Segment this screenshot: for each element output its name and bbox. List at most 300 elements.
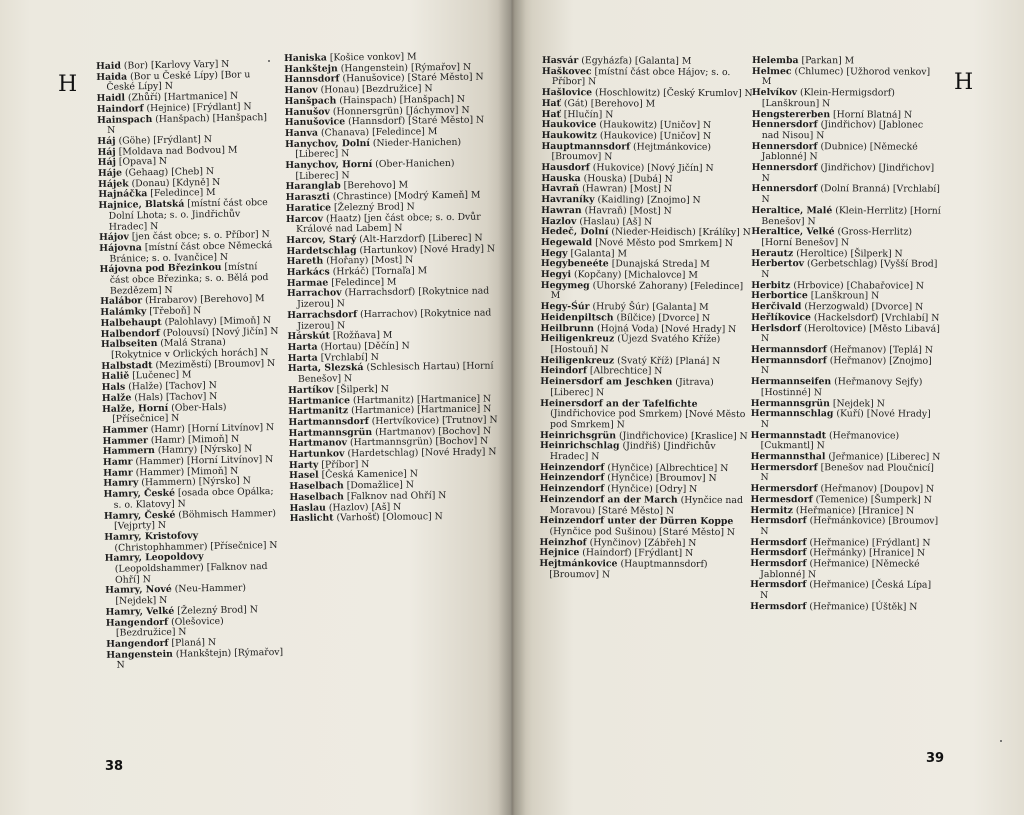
entry-details: (Egyházfa) [Galanta] M	[581, 55, 692, 67]
index-entry	[285, 158, 495, 182]
entry-headword: Hajnice, Blatská	[98, 198, 185, 212]
entry-headword: Hammer	[102, 434, 149, 447]
entry-details: (Heřmanovice) [Cukmantl] N	[760, 429, 900, 452]
entry-headword: Hermsdorf	[750, 558, 807, 570]
entry-details: (Heroltovice) [Město Libavá] N	[760, 322, 940, 345]
entry-headword: Havraň	[541, 183, 580, 195]
entry-headword: Hartíkov	[288, 384, 334, 396]
entry-headword: Herbertov	[751, 258, 805, 270]
entry-headword: Hauptmannsdorf	[541, 140, 631, 153]
entry-headword: Haškovec	[541, 65, 592, 77]
entry-details: (Bor u České Lípy) [Bor u České Lípy] N	[106, 69, 251, 94]
entry-details: (Hynčice) [Odry] N	[607, 483, 698, 495]
entry-headword: Háj	[97, 156, 117, 169]
index-entry	[105, 551, 284, 586]
entry-headword: Hájovna pod Březinkou	[99, 262, 222, 276]
entry-headword: Haidl	[96, 92, 126, 105]
index-entry	[750, 559, 940, 581]
entry-headword: Hermersdorf	[750, 483, 818, 495]
index-entry	[751, 259, 941, 281]
index-entry	[541, 281, 753, 304]
index-entry	[98, 198, 277, 233]
entry-headword: Heindorf	[540, 365, 587, 377]
entry-headword: Hennersdorf	[751, 119, 818, 131]
entry-headword: Hardetschlag	[286, 244, 357, 257]
entry-details: (Heřmanice) [Německé Jablonné] N	[760, 558, 920, 580]
section-letter: H	[58, 72, 78, 97]
entry-details: [osada obce Opálka; s. o. Klatovy] N	[113, 486, 274, 511]
entry-headword: Hartmannsdorf	[288, 415, 369, 428]
entry-headword: Helemba	[751, 55, 799, 67]
entry-headword: Heinersdorf an der Tafelfichte	[540, 397, 698, 410]
entry-details: (Schlesisch Hartau) [Horní Benešov] N	[297, 360, 494, 385]
entry-details: (Klein-Hermigsdorf) [Lanškroun] N	[761, 87, 895, 110]
entry-headword: Haslau	[289, 502, 326, 514]
entry-headword: Helmec	[751, 65, 792, 77]
entry-details: (Klein-Herrlitz) [Horní Benešov] N	[761, 205, 941, 227]
entry-headword: Haniska	[283, 52, 327, 64]
entry-details: (Hrkáč) [Tornaľa] M	[332, 265, 428, 278]
entry-details: (Dolní Branná) [Vrchlabí] N	[761, 183, 940, 206]
entry-headword: Hermannsdorf	[750, 343, 827, 356]
entry-headword: Hammer	[102, 424, 148, 436]
entry-headword: Hennersdorf	[751, 183, 818, 195]
entry-headword: Hainspach	[96, 113, 153, 126]
entry-details: (Neu-Hammer) [Nejdek] N	[115, 582, 247, 607]
entry-headword: Hermannstadt	[750, 429, 827, 441]
entry-column-2	[284, 51, 500, 524]
entry-details: (Hanušovice) [Staré Město] N	[342, 71, 484, 85]
entry-details: (Uhorské Zahorany) [Feledince] M	[550, 280, 744, 302]
entry-headword: Hamry, Velké	[105, 605, 175, 618]
entry-details: (Hořany) [Most] N	[326, 254, 414, 267]
entry-headword: Halbstadt	[101, 359, 153, 372]
page-number: 38	[105, 759, 124, 774]
entry-headword: Harta	[287, 341, 318, 353]
entry-headword: Hamry, Nové	[105, 584, 172, 597]
index-entry	[752, 120, 942, 142]
index-entry	[542, 67, 754, 90]
index-entry	[751, 409, 941, 431]
entry-details: [místní část obce Hájov; s. o. Příbor] N	[551, 65, 731, 88]
index-entry	[290, 512, 500, 525]
entry-details: (Hanšpach) [Hanšpach] N	[107, 111, 268, 137]
page-number: 39	[926, 751, 945, 766]
entry-headword: Haratice	[285, 202, 332, 214]
entry-headword: Hegy-Śúr	[540, 301, 590, 313]
entry-details: (Haukovice) [Uničov] N	[599, 130, 712, 142]
entry-headword: Hermsdorf	[750, 515, 807, 527]
entry-headword: Halže	[101, 392, 132, 404]
entry-headword: Hermannsthal	[750, 451, 826, 463]
entry-details: (Hannsdorf) [Staré Město] N	[348, 114, 485, 128]
index-entry	[752, 88, 942, 110]
entry-headword: Helvíkov	[751, 87, 798, 99]
entry-details: (Jindřichov) [Jindřichov] N	[761, 162, 935, 184]
entry-headword: Heinrichsgrün	[539, 429, 617, 442]
entry-details: (Haslau) [Aš] N	[579, 215, 653, 228]
entry-headword: Haindorf	[96, 102, 144, 115]
index-entry	[751, 184, 941, 206]
entry-headword: Haid	[95, 60, 122, 72]
entry-details: [Lanškroun] N	[810, 290, 880, 302]
entry-details: (Hamr) [Mimoň] N	[150, 433, 240, 446]
index-entry	[540, 334, 752, 357]
entry-headword: Heraltice, Malé	[751, 204, 833, 217]
entry-headword: Hennersdorf	[751, 140, 818, 152]
index-entry	[540, 377, 752, 400]
entry-headword: Hangendorf	[105, 616, 169, 629]
entry-headword: Hankštejn	[284, 63, 338, 75]
entry-headword: Heiligenkreuz	[540, 354, 615, 367]
entry-headword: Harcov	[285, 213, 324, 225]
entry-headword: Hazlov	[541, 215, 577, 227]
entry-headword: Hennersdorf	[751, 162, 818, 174]
entry-details: (Hynčice) [Albrechtice] N	[607, 462, 729, 474]
entry-headword: Haselbach	[289, 491, 344, 503]
entry-headword: Halbendorf	[100, 327, 160, 340]
index-entry	[750, 580, 940, 602]
entry-details: [Falknov nad Ohří] N	[346, 489, 447, 503]
entry-headword: Haukowitz	[541, 129, 597, 142]
entry-details: (Hynčinov) [Zábřeh] N	[589, 536, 697, 549]
entry-details: [místní část obce Březinka; s. o. Bělá pod Bezdězem] N	[109, 261, 269, 297]
entry-details: (Alt-Harzdorf) [Liberec] N	[359, 232, 483, 246]
entry-headword: Hájov	[98, 231, 129, 244]
entry-details: (Hangenstein) [Rýmařov] N	[340, 61, 472, 75]
entry-headword: Hammern	[102, 445, 155, 458]
entry-details: (Kuří) [Nové Hrady] N	[760, 408, 931, 430]
entry-headword: Hartunkov	[288, 448, 345, 460]
entry-details: (Harrachov) [Rokytnice nad Jizerou] N	[297, 307, 492, 332]
entry-details: (Haatz) [jen část obce; s. o. Dvůr Králové nad Labem] N	[296, 211, 481, 236]
entry-headword: Hanychov, Horní	[285, 158, 373, 172]
index-entry	[751, 324, 941, 346]
entry-details: (Hejtmánkovice) [Broumov] N	[551, 141, 712, 163]
entry-headword: Hartmanice	[288, 394, 351, 407]
entry-headword: Hamry, České	[103, 509, 176, 522]
entry-headword: Heilbrunn	[540, 322, 595, 334]
entry-headword: Heraltice, Velké	[751, 226, 835, 238]
entry-details: [Rožňava] M	[332, 329, 393, 342]
entry-details: [Parkan] M	[801, 55, 855, 67]
entry-details: (Hrabarov) [Berehovo] M	[145, 293, 265, 307]
entry-details: (Jindřiš) [Jindřichův Hradec] N	[549, 440, 716, 463]
entry-details: [Vrchlabí] N	[320, 351, 379, 364]
index-entry	[96, 70, 274, 95]
entry-details: (Jindřichov) [Jablonec nad Nisou] N	[761, 119, 924, 142]
entry-details: [Železný Brod] N	[333, 201, 415, 214]
entry-headword: Hermannsdorf	[750, 354, 827, 366]
index-entry	[751, 206, 941, 228]
entry-details: [Feledince] M	[331, 276, 397, 289]
entry-details: (Jeřmanice) [Liberec] N	[828, 451, 941, 463]
entry-headword: Hawran	[541, 204, 582, 217]
entry-details: [Galanta] M	[570, 247, 628, 260]
entry-details: [Nejdek] N	[832, 397, 885, 409]
entry-details: (Jitrava) [Liberec] N	[550, 376, 714, 399]
entry-headword: Herčivald	[751, 301, 802, 313]
entry-details: (Meziměstí) [Broumov] N	[155, 357, 276, 371]
entry-headword: Hengstererben	[751, 108, 831, 120]
entry-headword: Hamry, Kristofovy	[104, 530, 199, 543]
entry-details: (Hartmanice) [Hartmanice] N	[351, 403, 492, 417]
entry-details: (Hejnice) [Frýdlant] N	[146, 101, 252, 114]
entry-details: (Olešovice) [Bezdružice] N	[115, 615, 224, 640]
entry-headword: Heřlíkovice	[751, 311, 811, 324]
entry-headword: Hegymeg	[540, 279, 590, 292]
entry-headword: Haida	[96, 71, 128, 83]
entry-details: (Jindřichovice pod Smrkem) [Nové Město pod Smrkem] N	[550, 408, 746, 431]
entry-details: (Hammer) [Horní Litvínov] N	[135, 453, 274, 468]
entry-details: (Gát) [Berehovo] M	[563, 97, 656, 110]
entry-headword: Heinzendorf	[539, 483, 605, 495]
entry-headword: Hať	[541, 108, 561, 120]
entry-details: (Herzogwald) [Dvorce] N	[804, 301, 924, 313]
entry-details: [Šilperk] N	[336, 383, 389, 396]
entry-headword: Hermersdorf	[750, 461, 818, 473]
entry-details: (Hartmanitz) [Hartmanice] N	[352, 392, 492, 406]
entry-headword: Haliě	[101, 370, 130, 383]
entry-details: (Hrbovice) [Chabařovice] N	[793, 279, 925, 292]
entry-headword: Herlsdorf	[751, 322, 802, 334]
entry-headword: Háj	[97, 135, 116, 147]
entry-column-1	[96, 59, 285, 672]
entry-headword: Harrachov	[286, 287, 342, 300]
right-page	[512, 0, 1024, 815]
entry-details: (Harrachsdorf) [Rokytnice nad Jizerou] N	[296, 285, 490, 311]
entry-details: (Palohlavy) [Mimoň] N	[164, 314, 272, 328]
entry-details: (Gehaag) [Cheb] N	[124, 165, 215, 179]
entry-details: (Hals) [Tachov] N	[134, 390, 218, 404]
index-entry	[104, 508, 282, 533]
entry-headword: Halábor	[100, 295, 143, 308]
entry-details: [Moldava nad Bodvou] M	[118, 144, 238, 158]
index-entry	[751, 356, 941, 378]
entry-details: (Gerbetschlag) [Vyšší Brod] N	[761, 258, 938, 281]
entry-headword: Hamry, České	[103, 487, 176, 501]
entry-details: (Dubnice) [Německé Jablonné] N	[761, 140, 918, 163]
entry-headword: Hauska	[541, 172, 581, 184]
entry-details: (Nieder-Hanichen) [Liberec] N	[295, 136, 462, 161]
entry-details: (Leopoldshammer) [Falknov nad Ohří] N	[114, 561, 268, 586]
entry-headword: Heinzendorf an der March	[539, 493, 678, 506]
entry-headword: Hegyi	[540, 269, 572, 281]
entry-details: [Česká Kamenice] N	[321, 468, 419, 481]
entry-headword: Hanušov	[284, 105, 330, 118]
entry-headword: Haslicht	[289, 512, 334, 525]
entry-details: [Domažlice] N	[346, 479, 415, 492]
entry-details: (Hammer) [Mimoň] N	[135, 465, 239, 479]
entry-headword: Hermesdorf	[750, 493, 813, 506]
entry-headword: Háj	[97, 146, 116, 158]
index-entry	[539, 559, 751, 582]
entry-details: (Hainspach) [Hanšpach] N	[339, 93, 466, 107]
index-entry	[751, 227, 941, 249]
entry-headword: Hať	[541, 97, 561, 109]
entry-details: (Chrastince) [Modrý Kameň] M	[332, 189, 481, 203]
entry-headword: Heinersdorf am Jeschken	[540, 376, 673, 388]
entry-details: (Hammern) [Nýrsko] N	[141, 475, 251, 489]
entry-headword: Hausdorf	[541, 162, 590, 174]
entry-headword: Hamr	[102, 456, 133, 468]
entry-details: (Hynčice nad Moravou) [Staré Město] N	[549, 494, 743, 517]
entry-headword: Halámky	[100, 306, 147, 319]
entry-details: (Heřmanice) [Frýdlant] N	[809, 536, 931, 549]
entry-headword: Hanušovice	[284, 116, 346, 129]
entry-details: (Jindřichovice) [Kraslice] N	[618, 430, 748, 442]
entry-details: (Varhošť) [Olomouc] N	[336, 511, 443, 524]
entry-headword: Hájek	[98, 178, 129, 190]
entry-headword: Heinzendorf unter der Dürren Koppe	[539, 515, 734, 528]
entry-details: [místní část obce Německá Bránice; s. o. Ivančice] N	[109, 239, 273, 265]
entry-details: (Hackelsdorf) [Vrchlabí] N	[813, 312, 940, 324]
entry-headword: Hanšpach	[284, 95, 337, 107]
entry-headword: Hanov	[284, 84, 318, 97]
index-entry	[752, 163, 942, 185]
entry-details: (Kaidling) [Znojmo] N	[597, 194, 701, 206]
entry-details: [Třeboň] N	[149, 305, 202, 318]
index-entry	[540, 495, 752, 518]
entry-details: (Heřmanice) [Česká Lípa] N	[760, 579, 932, 602]
entry-details: (Hojná Voda) [Nové Hrady] N	[596, 322, 737, 335]
entry-details: (Hazlov) [Aš] N	[328, 501, 402, 514]
entry-headword: Hartmannsgrün	[288, 426, 373, 439]
entry-headword: Hašlovice	[541, 87, 593, 99]
entry-details: (Heřmanov) [Teplá] N	[829, 344, 934, 356]
entry-details: (Honau) [Bezdružice] N	[320, 83, 433, 96]
entry-details: (Donau) [Kdyně] N	[131, 176, 221, 190]
entry-details: [Železný Brod] N	[177, 604, 259, 617]
entry-headword: Harrachsdorf	[287, 309, 358, 321]
index-entry	[285, 137, 495, 161]
entry-details: (Böhmisch Hammer) [Vejprty] N	[114, 507, 277, 532]
entry-details: (Hamr) [Horní Litvínov] N	[150, 421, 275, 436]
entry-headword: Hamry	[103, 477, 139, 490]
entry-headword: Hermannsgrün	[750, 397, 830, 409]
entry-headword: Hanychov, Dolní	[285, 137, 370, 150]
entry-headword: Hedeč, Dolní	[541, 226, 609, 238]
entry-details: (Hartmanov) [Bochov] N	[375, 425, 492, 438]
entry-details: [Příbor] N	[321, 458, 370, 471]
entry-details: (Heřmánkovice) [Broumov] N	[760, 515, 939, 537]
paper-speck	[268, 60, 270, 62]
entry-details: [jen část obce; s. o. Příbor] N	[131, 229, 270, 243]
entry-details: (Hartunkov) [Nové Hrady] N	[359, 243, 496, 256]
entry-details: (Halže) [Tachov] N	[128, 380, 217, 393]
index-entry	[751, 431, 941, 453]
entry-headword: Halbseiten	[100, 338, 158, 351]
index-entry	[288, 362, 498, 386]
index-entry	[287, 308, 497, 332]
entry-details: (Svatý Kříž) [Planá] N	[617, 355, 721, 367]
entry-headword: Heinrichschlag	[539, 440, 620, 452]
entry-details: (Hynčice pod Sušinou) [Staré Město] N	[549, 525, 736, 538]
entry-headword: Harta, Slezská	[287, 362, 364, 375]
entry-headword: Hanva	[284, 127, 319, 139]
entry-headword: Hasel	[289, 470, 319, 482]
entry-details: (Haukowitz) [Uničov] N	[599, 119, 712, 132]
entry-headword: Herautz	[751, 247, 794, 259]
entry-headword: Hartmanitz	[288, 405, 349, 418]
entry-details: [Lučenec] M	[132, 369, 192, 382]
entry-details: [Hlučín] N	[563, 108, 614, 120]
entry-headword: Hermsdorf	[750, 547, 807, 559]
entry-headword: Hegewald	[540, 236, 593, 249]
entry-headword: Heinzendorf	[539, 461, 605, 474]
index-entry	[750, 602, 940, 613]
entry-details: (Malá Strana) [Rokytnice v Orlických horách] N	[111, 337, 269, 361]
entry-details: (Ober-Hanichen) [Liberec] N	[295, 157, 455, 182]
entry-headword: Haselbach	[289, 480, 344, 493]
entry-details: [Benešov nad Ploučnicí] N	[760, 461, 934, 484]
entry-details: (Chanava) [Feledince] M	[320, 126, 438, 139]
entry-details: (Houska) [Dubá] N	[583, 172, 673, 185]
entry-headword: Hartmanov	[288, 437, 348, 450]
entry-details: (Hamry) [Nýrsko] N	[157, 443, 253, 457]
entry-details: (Gross-Herrlitz) [Horní Benešov] N	[761, 226, 913, 249]
entry-details: (Heřmanice) [Úštěk] N	[809, 601, 918, 613]
index-entry	[539, 516, 751, 539]
entry-headword: Hajnáčka	[98, 188, 148, 201]
entry-details: (Hankštejn) [Rýmařov] N	[116, 646, 284, 672]
entry-headword: Háje	[97, 167, 123, 180]
entry-details: (Chlumec) [Užhorod venkov] M	[761, 65, 931, 88]
entry-details: (Hukovice) [Nový Jičín] N	[592, 162, 714, 174]
entry-details: [Berehovo] M	[343, 179, 409, 192]
entry-details: (Kopčany) [Michalovce] M	[573, 269, 698, 281]
entry-details: (Havraň) [Most] N	[584, 205, 672, 217]
entry-headword: Hegybeneéte	[540, 258, 609, 270]
entry-details: [Dunajská Streda] M	[611, 258, 710, 271]
entry-details: (Hrubý Šúr) [Galanta] M	[592, 301, 709, 314]
entry-headword: Harta	[287, 352, 318, 364]
index-entry	[97, 112, 275, 137]
entry-details: (Göhe) [Frýdlant] N	[118, 133, 213, 147]
entry-headword: Heinzendorf	[539, 472, 605, 484]
entry-details: (Heřmanovy Sejfy) [Hostinné] N	[760, 376, 923, 399]
entry-details: (Hoschlowitz) [Český Krumlov] N	[595, 87, 753, 100]
entry-details: (Nieder-Heidisch) [Králíky] N	[611, 226, 751, 239]
entry-details: [Košice vonkov] M	[329, 51, 417, 64]
entry-headword: Herbortice	[751, 290, 808, 302]
index-entry	[106, 615, 284, 640]
entry-headword: Hermannschlag	[750, 408, 834, 420]
index-entry	[751, 463, 941, 485]
entry-details: [Feledince] M	[150, 187, 216, 200]
entry-headword: Herbitz	[751, 279, 791, 291]
entry-details: (Hauptmannsdorf) [Broumov] N	[549, 558, 708, 581]
entry-details: [Opava] N	[118, 156, 168, 168]
index-entry	[541, 142, 753, 165]
entry-details: (Temenice) [Šumperk] N	[815, 494, 932, 506]
index-entry	[752, 67, 942, 89]
entry-headword: Hermannseifen	[750, 376, 832, 388]
index-entry	[752, 142, 942, 164]
entry-headword: Hegy	[540, 247, 568, 259]
entry-details: (Ober-Hals) [Přísečnice] N	[112, 401, 227, 425]
entry-details: [místní část obce Dolní Lhota; s. o. Jindřichův Hradec] N	[108, 197, 268, 233]
entry-headword: Haranglab	[285, 180, 341, 193]
entry-details: (Hertvíkovice) [Trutnov] N	[371, 414, 498, 427]
entry-headword: Hangenstein	[106, 648, 173, 661]
entry-headword: Hermitz	[750, 504, 793, 516]
paper-speck	[1000, 740, 1002, 742]
entry-headword: Halže, Horní	[101, 402, 169, 415]
entry-details: (Heřmanov) [Doupov] N	[820, 483, 935, 495]
entry-headword: Hermsdorf	[750, 536, 807, 548]
entry-details: (Heřmanice) [Hranice] N	[795, 504, 915, 517]
